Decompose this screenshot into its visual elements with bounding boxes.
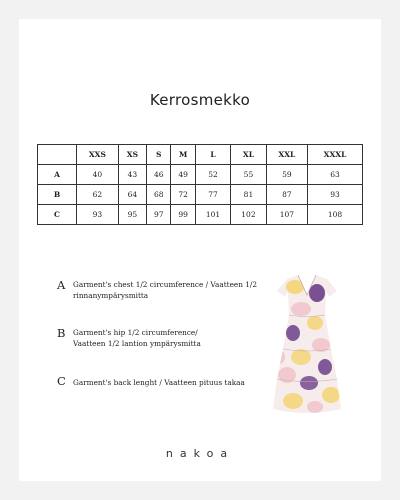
header-cell: S (147, 145, 171, 165)
legend-description (73, 327, 258, 349)
legend-item-c (57, 374, 258, 388)
table-cell: 64 (118, 185, 146, 205)
table-cell: 108 (308, 205, 363, 225)
legend-letter: B (57, 326, 66, 340)
table-cell: 81 (231, 185, 266, 205)
table-row (38, 165, 363, 185)
table-cell: 101 (195, 205, 230, 225)
table-row (38, 185, 363, 205)
table-cell: 40 (77, 165, 119, 185)
table-cell: 93 (77, 205, 119, 225)
header-cell: M (171, 145, 195, 165)
row-label: B (38, 185, 77, 205)
legend-letter: C (57, 374, 66, 388)
table-cell: 43 (118, 165, 146, 185)
header-cell (38, 145, 77, 165)
table-cell: 99 (171, 205, 195, 225)
table-cell: 62 (77, 185, 119, 205)
header-cell: XXS (77, 145, 119, 165)
legend-item-b (57, 326, 258, 349)
legend-line: Garment's back lenght / Vaatteen pituus takaa (73, 378, 245, 387)
header-cell: XXXL (308, 145, 363, 165)
table-row (38, 205, 363, 225)
table-cell: 49 (171, 165, 195, 185)
row-label: A (38, 165, 77, 185)
header-cell: XL (231, 145, 266, 165)
legend-letter: A (57, 278, 66, 292)
table-cell: 107 (266, 205, 307, 225)
table-cell: 93 (308, 185, 363, 205)
legend-description (73, 279, 258, 301)
legend-description (73, 377, 258, 388)
table-header-row (38, 145, 363, 165)
table-cell: 97 (147, 205, 171, 225)
brand-logo: nakoa (165, 447, 235, 460)
table-cell: 77 (195, 185, 230, 205)
table-cell: 95 (118, 205, 146, 225)
table-cell: 63 (308, 165, 363, 185)
legend-line: Garment's chest 1/2 circumference / Vaatteen 1/2 (73, 280, 257, 289)
legend-line: Garment's hip 1/2 circumference/ (73, 328, 198, 337)
row-label: C (38, 205, 77, 225)
header-cell: XS (118, 145, 146, 165)
table-cell: 102 (231, 205, 266, 225)
legend-item-a (57, 278, 258, 301)
table-cell: 52 (195, 165, 230, 185)
table-cell: 55 (231, 165, 266, 185)
table-cell: 68 (147, 185, 171, 205)
size-table (37, 144, 363, 225)
header-cell: XXL (266, 145, 307, 165)
table-cell: 59 (266, 165, 307, 185)
header-cell: L (195, 145, 230, 165)
legend-line: Vaatteen 1/2 lantion ympärysmitta (73, 339, 201, 348)
table-cell: 46 (147, 165, 171, 185)
page-title: Kerrosmekko (149, 91, 251, 109)
table-cell: 87 (266, 185, 307, 205)
floral-dress-image (271, 271, 343, 421)
size-chart-sheet (19, 19, 381, 481)
legend-line: rinnanympärysmitta (73, 291, 149, 300)
table-cell: 72 (171, 185, 195, 205)
